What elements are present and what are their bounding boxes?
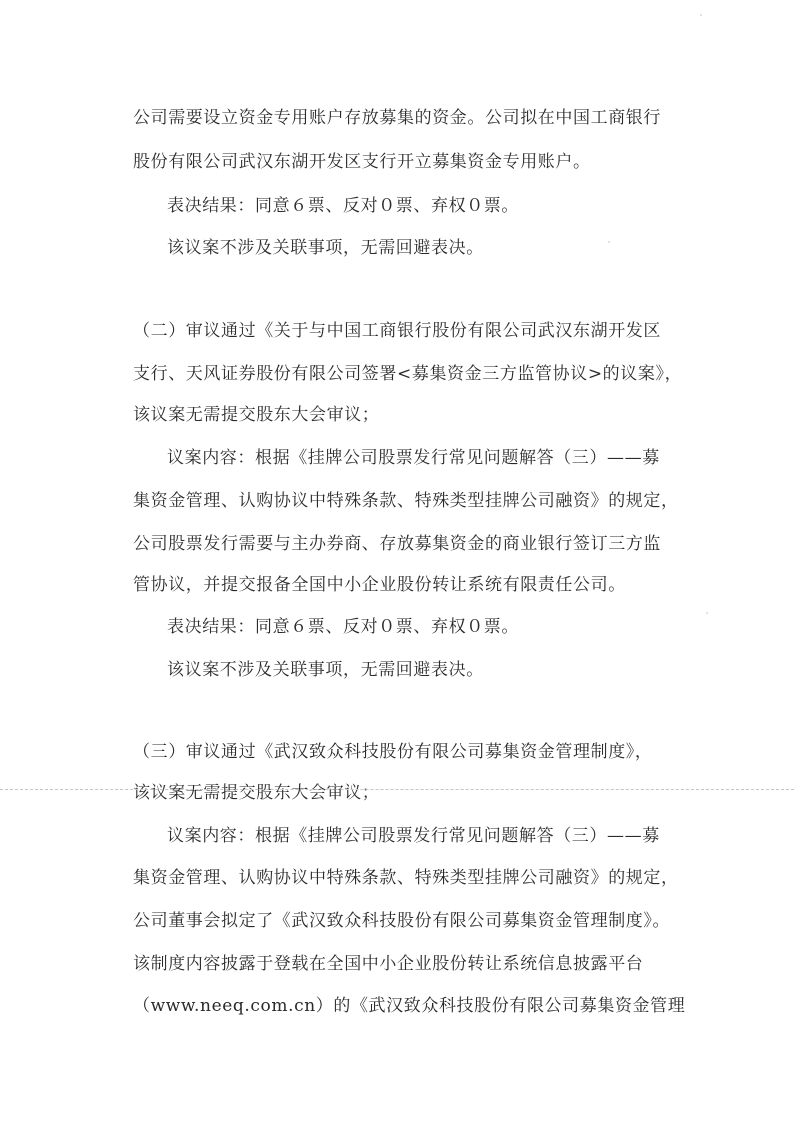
- body-line: 集资金管理、认购协议中特殊条款、特殊类型挂牌公司融资》的规定，: [133, 868, 679, 888]
- body-line: 该议案不涉及关联事项，无需回避表决。: [167, 660, 484, 680]
- body-line: 该议案不涉及关联事项，无需回避表决。: [167, 238, 484, 258]
- section-heading: （二）审议通过《关于与中国工商银行股份有限公司武汉东湖开发区: [133, 321, 661, 341]
- body-line: 支行、天风证券股份有限公司签署<募集资金三方监管协议>的议案》，: [133, 364, 683, 384]
- body-line: 议案内容：根据《挂牌公司股票发行常见问题解答（三）——募: [167, 826, 660, 846]
- scan-fold-line: [0, 789, 794, 790]
- body-line: 公司需要设立资金专用账户存放募集的资金。公司拟在中国工商银行: [133, 108, 661, 128]
- body-line: 表决结果：同意６票、反对０票、弃权０票。: [167, 617, 519, 637]
- body-line: 议案内容：根据《挂牌公司股票发行常见问题解答（三）——募: [167, 448, 660, 468]
- body-line: 该制度内容披露于登载在全国中小企业股份转让系统信息披露平台: [133, 954, 644, 974]
- body-line: （www.neeq.com.cn）的《武汉致众科技股份有限公司募集资金管理: [133, 996, 686, 1016]
- scan-speck: [706, 612, 708, 614]
- body-line: 管协议，并提交报备全国中小企业股份转让系统有限责任公司。: [133, 575, 626, 595]
- body-line: 公司股票发行需要与主办券商、存放募集资金的商业银行签订三方监: [133, 534, 661, 554]
- body-line: 该议案无需提交股东大会审议；: [133, 405, 380, 425]
- scan-speck: [700, 14, 702, 16]
- body-line: 该议案无需提交股东大会审议；: [133, 783, 380, 803]
- body-line: 表决结果：同意６票、反对０票、弃权０票。: [167, 196, 519, 216]
- scan-speck: [608, 241, 610, 243]
- body-line: 公司董事会拟定了《武汉致众科技股份有限公司募集资金管理制度》。: [133, 911, 671, 931]
- section-heading: （三）审议通过《武汉致众科技股份有限公司募集资金管理制度》，: [133, 742, 653, 762]
- body-line: 股份有限公司武汉东湖开发区支行开立募集资金专用账户。: [133, 152, 591, 172]
- body-line: 集资金管理、认购协议中特殊条款、特殊类型挂牌公司融资》的规定，: [133, 491, 679, 511]
